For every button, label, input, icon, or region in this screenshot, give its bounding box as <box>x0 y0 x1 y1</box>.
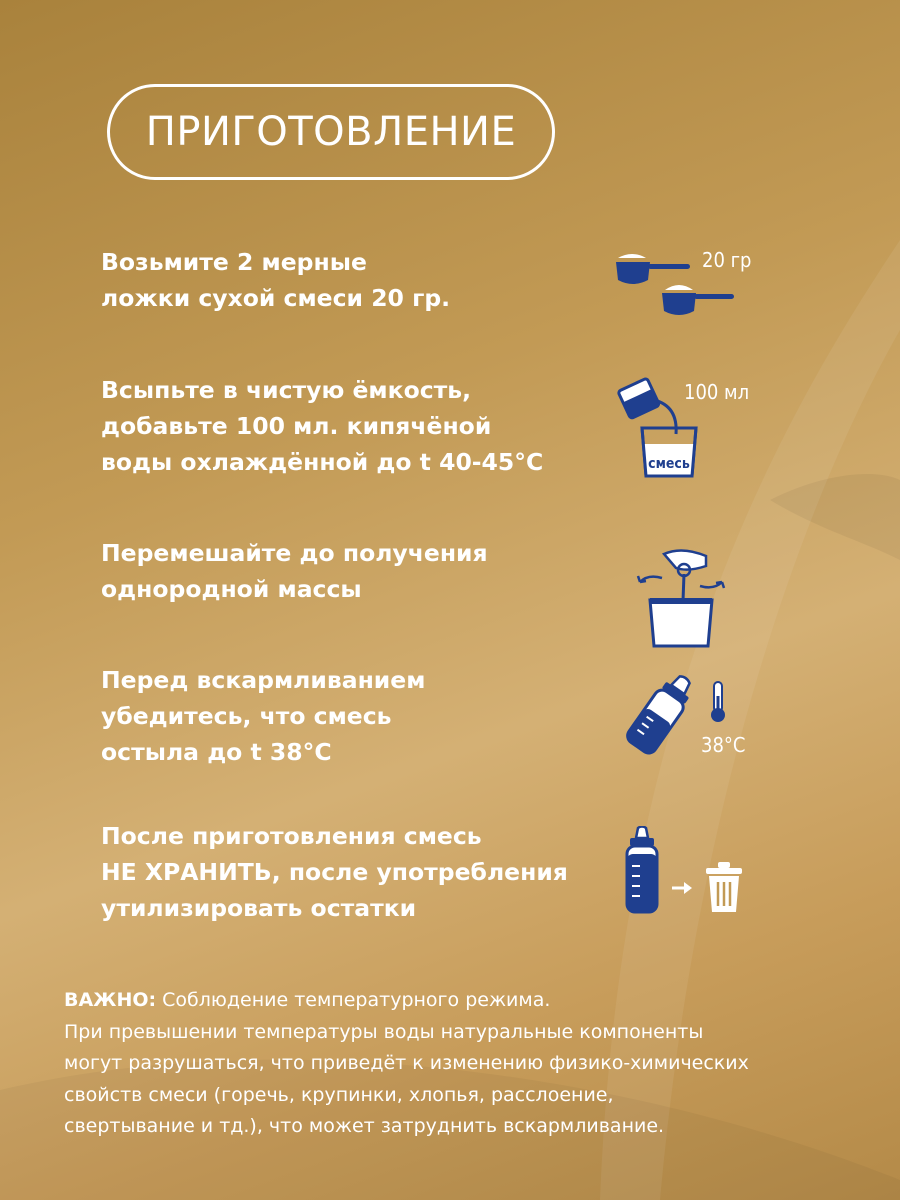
step-5-text: После приготовления смесь НЕ ХРАНИТЬ, после употребления утилизировать остатки <box>101 822 568 922</box>
stir-icon <box>636 548 726 650</box>
important-note <box>64 985 864 1143</box>
note-line: свойств смеси (горечь, крупинки, хлопья, расслоение, <box>64 1083 614 1106</box>
temperature-label: 38°С <box>701 733 746 757</box>
step-4-text: Перед вскармливанием убедитесь, что смесь остыла до t 38°С <box>101 666 426 766</box>
page-title: ПРИГОТОВЛЕНИЕ <box>107 84 555 180</box>
water-volume-label: 100 мл <box>684 380 750 404</box>
scoop-weight-label: 20 гр <box>702 248 752 272</box>
step-1-text: Возьмите 2 мерные ложки сухой смеси 20 гр. <box>101 248 451 312</box>
step-2-text: Всыпьте в чистую ёмкость, добавьте 100 мл. кипячёной воды охлаждённой до t 40-45°С <box>101 376 544 476</box>
bottle-trash-icon <box>620 826 750 918</box>
bottle-icon <box>620 670 700 760</box>
note-label: ВАЖНО: <box>64 989 157 1011</box>
note-first-line: Соблюдение температурного режима. <box>156 989 551 1011</box>
note-line: свертывание и тд.), что может затруднить вскармливание. <box>64 1115 665 1137</box>
thermometer-icon <box>706 680 730 724</box>
step-3-text: Перемешайте до получения однородной массы <box>101 539 488 603</box>
svg-text:смесь: смесь <box>648 456 690 472</box>
note-line: могут разрушаться, что приведёт к изменению физико-химических <box>64 1052 749 1074</box>
note-line: При превышении температуры воды натуральные компоненты <box>64 1020 704 1043</box>
